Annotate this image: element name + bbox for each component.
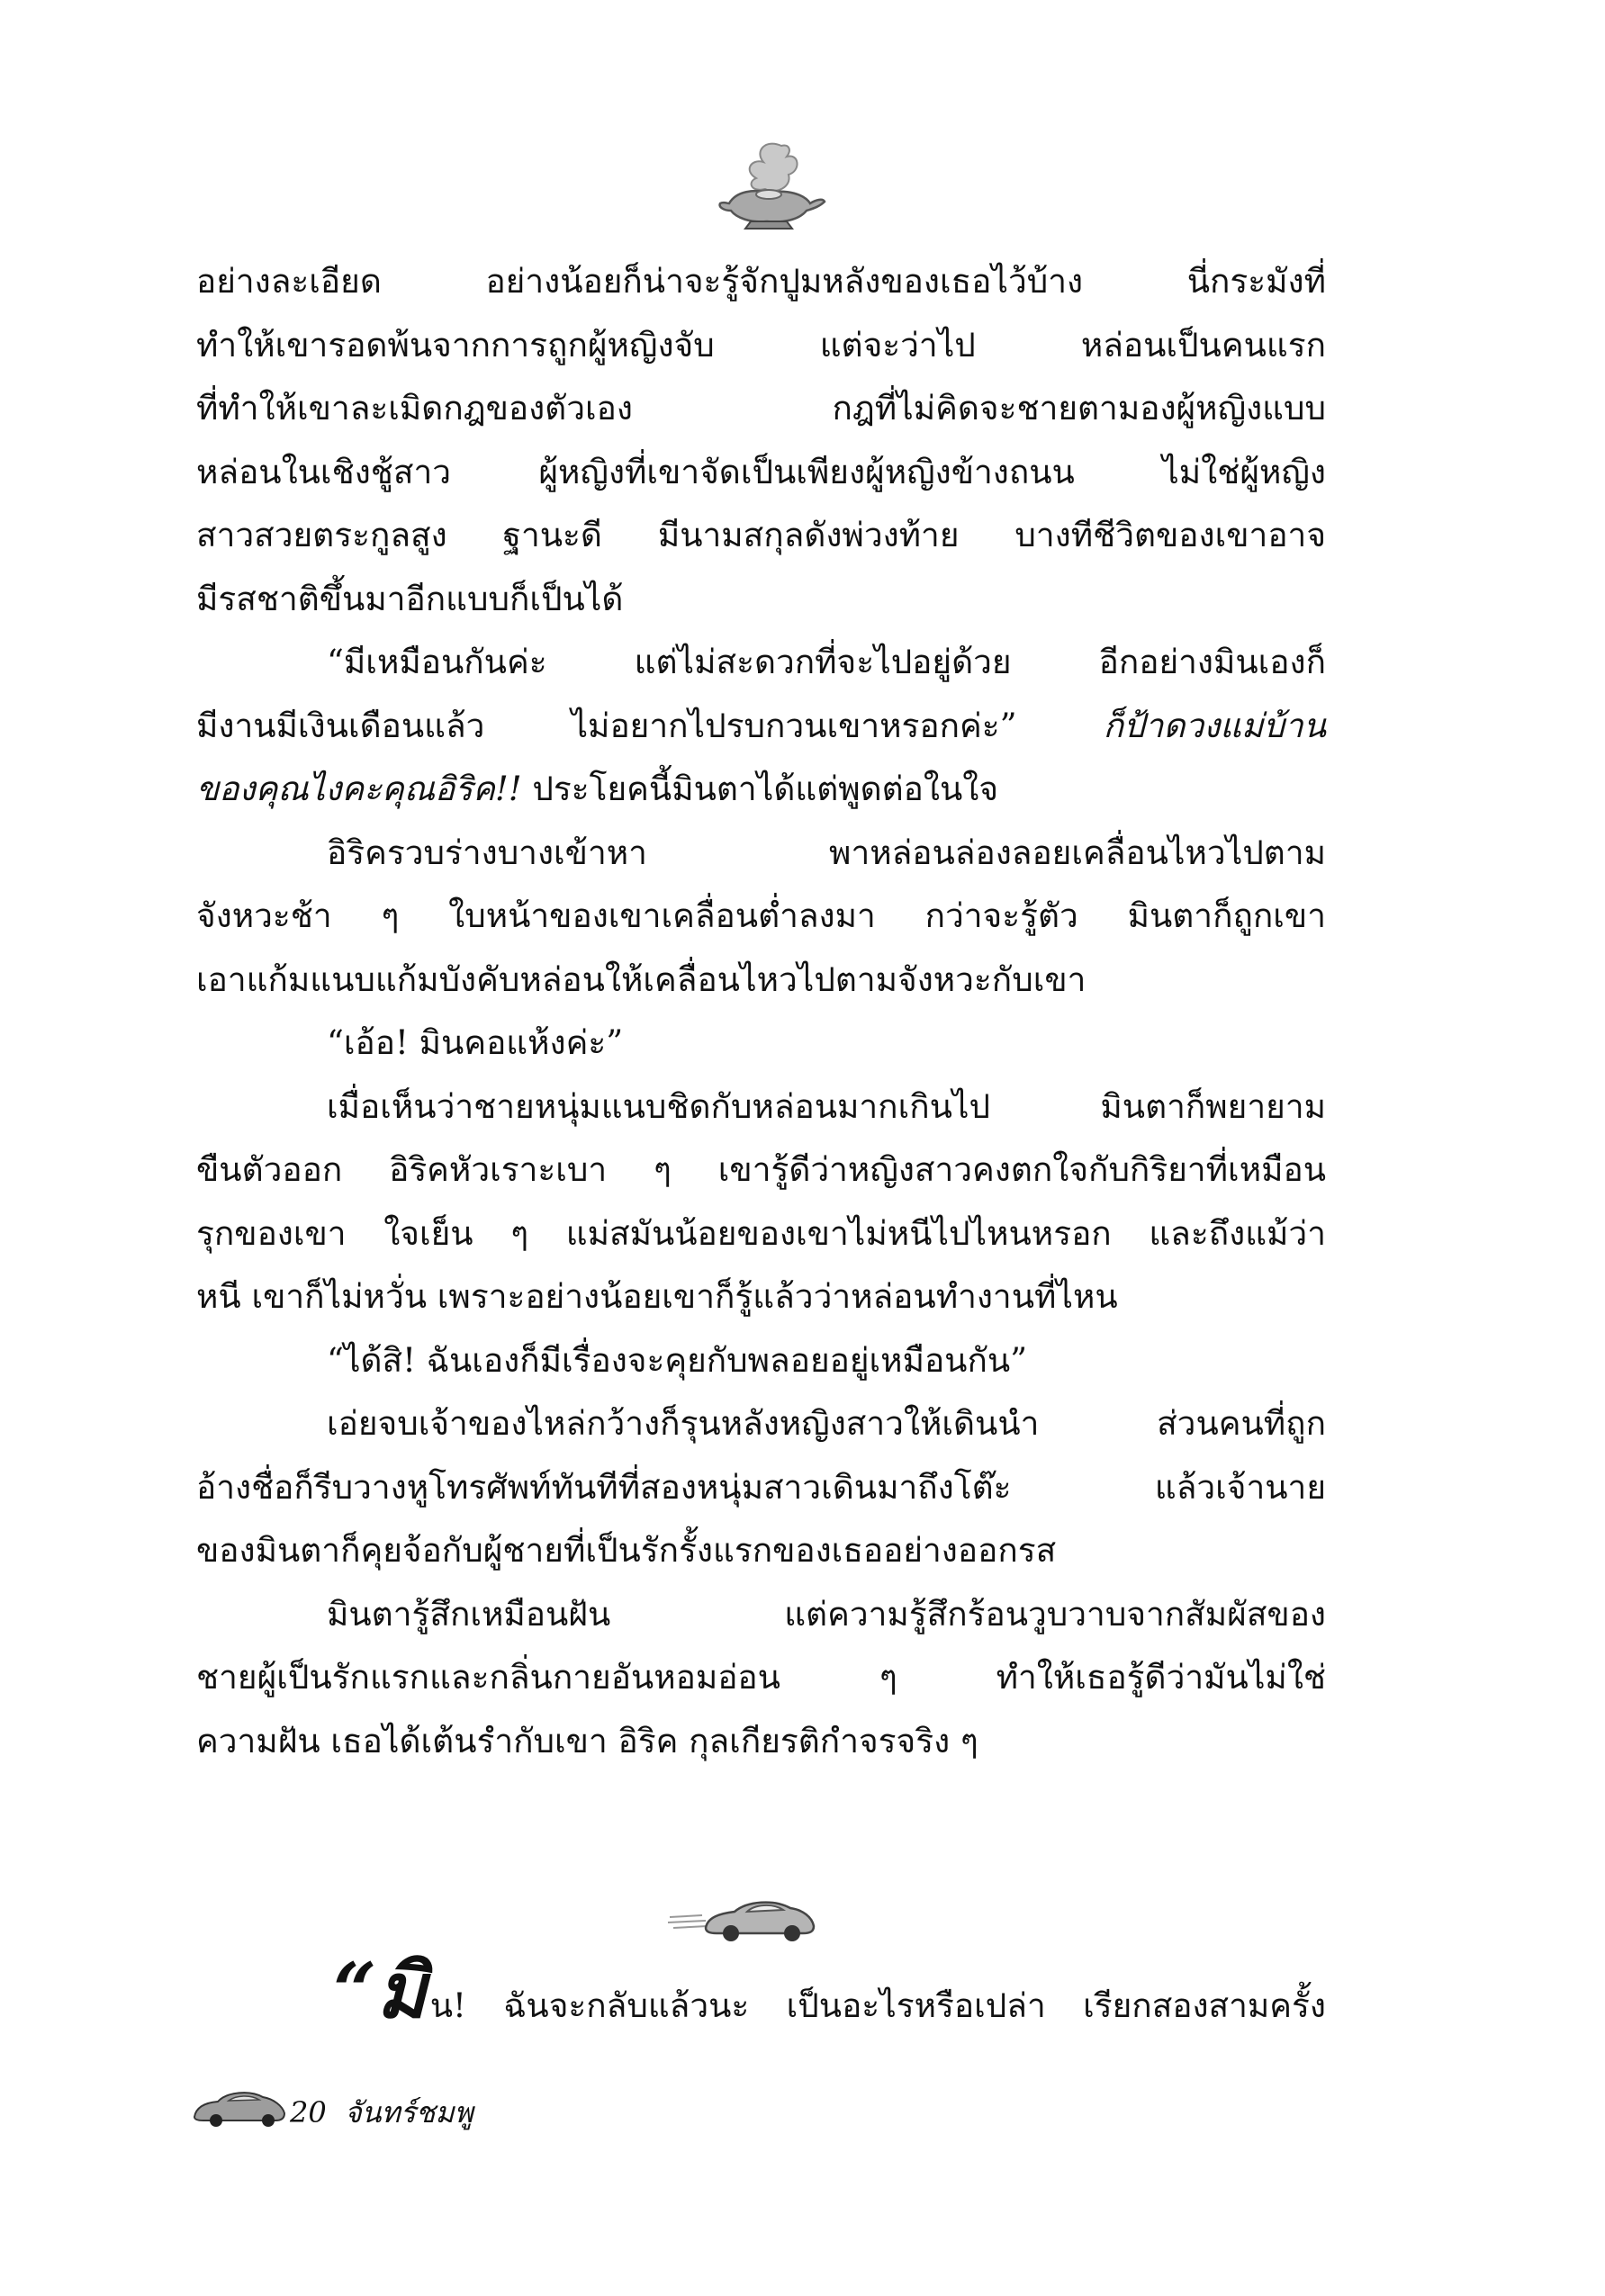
text-line: “ได้สิ! ฉันเองก็มีเรื่องจะคุยกับพลอยอยู่เหมือนกัน” (327, 1340, 1028, 1380)
inner-thought-text: ก็ป้าดวงแม่บ้าน (1103, 706, 1326, 745)
text-line: มินตารู้สึกเหมือนฝัน แต่ความรู้สึกร้อนวูบวาบจากสัมผัสของ (327, 1594, 1326, 1634)
text-line: อ้างชื่อก็รีบวางหูโทรศัพท์ทันทีที่สองหนุ่มสาวเดินมาถึงโต๊ะ แล้วเจ้านาย (196, 1467, 1326, 1507)
text-line: น! ฉันจะกลับแล้วนะ เป็นอะไรหรือเปล่า เรียกสองสามครั้ง (429, 1986, 1326, 2025)
text-line: ความฝัน เธอได้เต้นรำกับเขา อิริค กุลเกียรติกำจรจริง ๆ (196, 1721, 978, 1760)
text-line: ทำให้เขารอดพ้นจากการถูกผู้หญิงจับ แต่จะว่าไป หล่อนเป็นคนแรก (196, 325, 1326, 365)
author-name: จันทร์ชมพู (344, 2095, 473, 2129)
text-line: ชายผู้เป็นรักแรกและกลิ่นกายอันหอมอ่อน ๆ ทำให้เธอรู้ดีว่ามันไม่ใช่ (196, 1658, 1326, 1697)
text-line: จังหวะช้า ๆ ใบหน้าของเขาเคลื่อนต่ำลงมา กว่าจะรู้ตัว มินตาก็ถูกเขา (196, 896, 1326, 935)
dropcap: “มิ (333, 1946, 427, 2035)
text-line: “มีเหมือนกันค่ะ แต่ไม่สะดวกที่จะไปอยู่ด้วย อีกอย่างมินเองก็ (327, 643, 1326, 681)
dialogue-text: มีงานมีเงินเดือนแล้ว ไม่อยากไปรบกวนเขาหรอกค่ะ” (196, 706, 1017, 745)
text-line: ที่ทำให้เขาละเมิดกฎของตัวเอง กฎที่ไม่คิดจะชายตามองผู้หญิงแบบ (196, 389, 1326, 428)
text-line: อย่างละเอียด อย่างน้อยก็น่าจะรู้จักปูมหลังของเธอไว้บ้าง นี่กระมังที่ (196, 262, 1326, 301)
text-line (196, 758, 1326, 822)
text-line: เมื่อเห็นว่าชายหนุ่มแนบชิดกับหล่อนมากเกินไป มินตาก็พยายาม (327, 1086, 1326, 1126)
magic-lamp-icon (711, 135, 828, 234)
text-line: “เอ้อ! มินคอแห้งค่ะ” (327, 1023, 624, 1062)
text-line: มีรสชาติขึ้นมาอีกแบบก็เป็นได้ (196, 579, 624, 618)
chapter-break-paragraph (333, 1946, 1326, 2043)
narration-text: ประโยคนี้มินตาได้แต่พูดต่อในใจ (532, 770, 998, 808)
page-footer (290, 2090, 473, 2136)
vintage-car-icon (666, 1890, 819, 1944)
text-line: สาวสวยตระกูลสูง ฐานะดี มีนามสกุลดังพ่วงท้าย บางทีชีวิตของเขาอาจ (196, 516, 1326, 554)
text-line: หนี เขาก็ไม่หวั่น เพราะอย่างน้อยเขาก็รู้แล้วว่าหล่อนทำงานที่ไหน (196, 1277, 1118, 1316)
text-line: หล่อนในเชิงชู้สาว ผู้หญิงที่เขาจัดเป็นเพียงผู้หญิงข้างถนน ไม่ใช่ผู้หญิง (196, 452, 1326, 491)
text-line: ขืนตัวออก อิริคหัวเราะเบา ๆ เขารู้ดีว่าหญิงสาวคงตกใจกับกิริยาที่เหมือน (196, 1150, 1326, 1189)
page-number: 20 (290, 2095, 327, 2129)
text-line: เอ่ยจบเจ้าของไหล่กว้างก็รุนหลังหญิงสาวให้เดินนำ ส่วนคนที่ถูก (327, 1404, 1326, 1443)
text-line: รุกของเขา ใจเย็น ๆ แม่สมันน้อยของเขาไม่หนีไปไหนหรอก และถึงแม้ว่า (196, 1213, 1326, 1253)
vintage-car-icon (191, 2086, 288, 2129)
text-line: อิริครวบร่างบางเข้าหา พาหล่อนล่องลอยเคลื่อนไหวไปตาม (327, 833, 1326, 872)
body-text (196, 250, 1326, 1773)
text-line (196, 695, 1326, 759)
text-line: เอาแก้มแนบแก้มบังคับหล่อนให้เคลื่อนไหวไปตามจังหวะกับเขา (196, 959, 1087, 999)
text-line: ของมินตาก็คุยจ้อกับผู้ชายที่เป็นรักรั้งแรกของเธออย่างออกรส (196, 1531, 1057, 1570)
inner-thought-text: ของคุณไงคะคุณอิริค!! (196, 770, 522, 808)
